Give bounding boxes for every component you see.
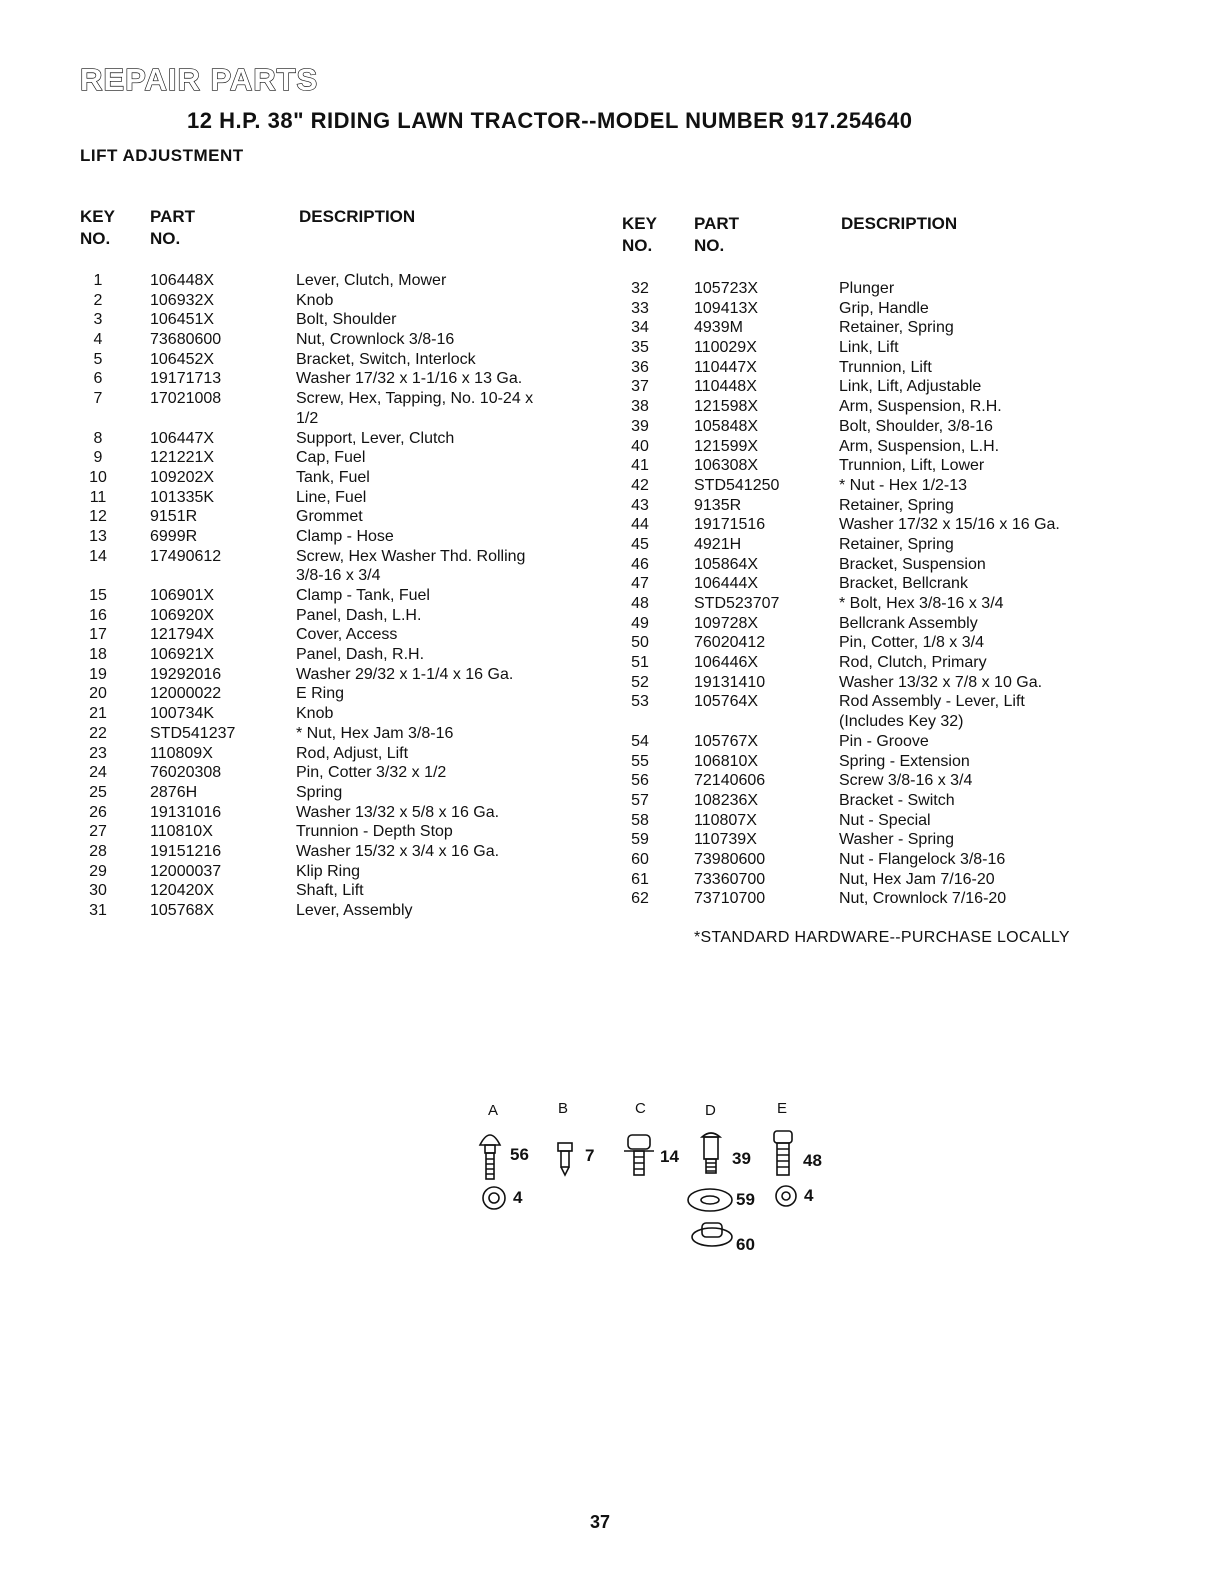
key-number: 34 [631, 319, 649, 337]
hex-washer-screw-icon [624, 1135, 654, 1175]
part-number: 76020308 [150, 764, 222, 782]
hardware-diagram [470, 1095, 830, 1275]
part-description: Rod, Adjust, Lift [296, 744, 409, 762]
part-description: Bracket, Bellcrank [839, 575, 968, 593]
part-description: Nut - Special [839, 811, 931, 829]
parts-row [620, 417, 1140, 437]
parts-row [620, 496, 1140, 516]
key-number: 42 [631, 476, 649, 494]
key-number: 33 [631, 299, 649, 317]
callout-60: 60 [736, 1235, 755, 1254]
crownlock-nut-icon [776, 1186, 796, 1206]
parts-row [620, 889, 1140, 909]
parts-row [78, 350, 598, 370]
parts-row [620, 338, 1140, 358]
part-description: Lever, Clutch, Mower [296, 272, 447, 289]
carriage-bolt-icon [480, 1135, 500, 1179]
section-title: LIFT ADJUSTMENT [80, 146, 244, 165]
key-number: 59 [631, 831, 649, 849]
key-number: 51 [631, 654, 649, 672]
key-number: 38 [631, 398, 649, 416]
key-number: 48 [631, 595, 649, 612]
key-number: 44 [631, 516, 649, 534]
parts-row [620, 535, 1140, 555]
part-number: 72140606 [694, 772, 766, 790]
part-number: 110807X [694, 811, 757, 829]
parts-row [78, 586, 598, 606]
parts-row [78, 271, 598, 291]
key-number: 6 [93, 370, 103, 388]
key-number: 20 [89, 685, 107, 703]
right-description-header: DESCRIPTION [841, 214, 958, 233]
part-number: 73360700 [694, 870, 766, 888]
part-number: 110448X [694, 378, 757, 396]
parts-row [620, 555, 1140, 575]
parts-row [78, 448, 598, 468]
part-description: Clamp - Hose [296, 527, 394, 545]
parts-row [620, 299, 1140, 319]
part-number: 19131016 [150, 803, 222, 821]
parts-row [78, 704, 598, 724]
part-description: Nut, Crownlock 7/16-20 [839, 890, 1007, 908]
parts-row [620, 633, 1140, 653]
parts-row [78, 625, 598, 645]
parts-row [620, 614, 1140, 634]
part-number: 4939M [694, 319, 743, 337]
key-number: 37 [631, 378, 649, 396]
part-number: 105764X [694, 693, 759, 711]
part-number: 106810X [694, 752, 759, 770]
part-description: Bracket - Switch [839, 791, 955, 809]
key-number: 29 [89, 862, 107, 880]
diagram-letter-b: B [558, 1100, 569, 1117]
parts-row [620, 653, 1140, 673]
key-number: 22 [89, 724, 107, 742]
part-number: STD523707 [694, 595, 780, 612]
part-number: 101335K [150, 488, 215, 506]
part-number: 106447X [150, 429, 215, 447]
parts-row [620, 397, 1140, 417]
part-number: 106901X [150, 587, 215, 605]
part-number: 108236X [694, 791, 759, 809]
part-number: 106448X [150, 272, 215, 289]
part-number: 110029X [694, 339, 757, 357]
callout-48: 48 [803, 1151, 822, 1170]
parts-row [620, 811, 1140, 831]
parts-row [620, 771, 1140, 791]
part-description: Pin - Groove [839, 732, 929, 750]
key-number: 49 [631, 614, 649, 632]
key-number: 60 [631, 850, 649, 868]
part-number: 73710700 [694, 890, 766, 908]
part-description: Nut - Flangelock 3/8-16 [839, 850, 1006, 868]
key-number: 62 [631, 890, 649, 908]
parts-row [620, 279, 1140, 299]
parts-row [78, 527, 598, 547]
part-number: 105864X [694, 555, 759, 573]
part-number: 106932X [150, 291, 215, 309]
part-description: Support, Lever, Clutch [296, 429, 455, 447]
parts-row [78, 389, 598, 428]
key-number: 32 [631, 280, 649, 297]
part-number: 121598X [694, 398, 759, 416]
part-number: 17021008 [150, 390, 222, 408]
key-number: 17 [89, 626, 107, 644]
part-number: 12000037 [150, 862, 222, 880]
part-number: 110809X [150, 744, 213, 762]
left-description-header: DESCRIPTION [299, 207, 416, 226]
key-number: 14 [89, 547, 107, 565]
key-number: 8 [93, 429, 103, 447]
part-description: Cap, Fuel [296, 449, 366, 467]
part-description: Panel, Dash, R.H. [296, 646, 425, 664]
parts-list-left [78, 271, 598, 921]
parts-row [78, 665, 598, 685]
part-description: Link, Lift, Adjustable [839, 378, 982, 396]
key-number: 41 [631, 457, 649, 475]
part-description: Arm, Suspension, R.H. [839, 398, 1002, 416]
key-number: 55 [631, 752, 649, 770]
spring-washer-icon [688, 1189, 732, 1211]
part-number: 106444X [694, 575, 759, 593]
part-description: Washer 17/32 x 15/16 x 16 Ga. [839, 516, 1060, 534]
part-description: Arm, Suspension, L.H. [839, 437, 1000, 455]
part-description: Lever, Assembly [296, 902, 413, 920]
part-description: Bellcrank Assembly [839, 614, 978, 632]
part-description: Spring [296, 783, 343, 801]
callout-4-e: 4 [804, 1186, 814, 1205]
part-number: 121794X [150, 626, 215, 644]
part-description: Retainer, Spring [839, 319, 954, 337]
parts-row [78, 291, 598, 311]
part-description: Grommet [296, 508, 363, 526]
part-number: 6999R [150, 527, 198, 545]
part-number: 109413X [694, 299, 759, 317]
part-description: Nut, Hex Jam 7/16-20 [839, 870, 995, 888]
part-number: 4921H [694, 535, 742, 553]
part-description: Washer - Spring [839, 831, 954, 849]
crownlock-nut-icon [483, 1187, 505, 1209]
diagram-letter-e: E [777, 1100, 788, 1117]
parts-row [78, 330, 598, 350]
parts-row [78, 429, 598, 449]
key-number: 18 [89, 646, 107, 664]
parts-row [78, 547, 598, 586]
parts-row [78, 881, 598, 901]
parts-row [78, 783, 598, 803]
part-number: 106451X [150, 311, 215, 329]
right-key-header: KEY NO. [622, 214, 657, 255]
part-number: 106446X [694, 654, 759, 672]
part-number: 106921X [150, 646, 215, 664]
part-description: Washer 13/32 x 5/8 x 16 Ga. [296, 803, 500, 821]
key-number: 12 [89, 508, 107, 526]
model-subtitle: 12 H.P. 38" RIDING LAWN TRACTOR--MODEL NUMBER 917.254640 [187, 108, 913, 133]
part-number: 106452X [150, 350, 215, 368]
parts-row [620, 358, 1140, 378]
key-number: 21 [89, 705, 107, 723]
key-number: 23 [89, 744, 107, 762]
tapping-screw-icon [558, 1143, 572, 1175]
part-description: Line, Fuel [296, 488, 367, 506]
part-description: Klip Ring [296, 862, 361, 880]
diagram-letter-d: D [705, 1102, 716, 1119]
part-number: 105768X [150, 902, 215, 920]
parts-row [620, 673, 1140, 693]
key-number: 47 [631, 575, 649, 593]
parts-row [78, 507, 598, 527]
part-number: 106920X [150, 606, 215, 624]
parts-list-right [620, 279, 1140, 909]
part-description: Grip, Handle [839, 299, 929, 317]
part-number: 106308X [694, 457, 759, 475]
parts-row [620, 574, 1140, 594]
right-part-header: PART NO. [694, 214, 740, 255]
part-description: Rod Assembly - Lever, Lift (Includes Key 32) [839, 693, 1025, 731]
key-number: 5 [93, 350, 103, 368]
part-description: Screw 3/8-16 x 3/4 [839, 772, 973, 790]
key-number: 2 [93, 291, 103, 309]
diagram-letter-a: A [488, 1102, 499, 1119]
key-number: 56 [631, 772, 649, 790]
part-description: Knob [296, 291, 334, 309]
page-title: REPAIR PARTS [80, 62, 319, 97]
key-number: 57 [631, 791, 649, 809]
key-number: 31 [89, 902, 107, 920]
parts-row [620, 476, 1140, 496]
part-number: 19292016 [150, 665, 222, 683]
parts-row [78, 606, 598, 626]
part-description: * Nut, Hex Jam 3/8-16 [296, 724, 454, 742]
key-number: 58 [631, 811, 649, 829]
key-number: 11 [89, 488, 107, 506]
part-description: Retainer, Spring [839, 496, 954, 514]
key-number: 27 [89, 823, 107, 841]
part-number: 2876H [150, 783, 198, 801]
callout-39: 39 [732, 1149, 751, 1168]
key-number: 10 [89, 468, 107, 486]
part-number: 19131410 [694, 673, 766, 691]
part-number: 12000022 [150, 685, 222, 703]
part-number: 109202X [150, 468, 215, 486]
left-key-header: KEY NO. [80, 207, 115, 248]
part-description: Trunnion - Depth Stop [296, 823, 453, 841]
key-number: 40 [631, 437, 649, 455]
parts-row [78, 724, 598, 744]
parts-row [620, 870, 1140, 890]
standard-hardware-footnote: *STANDARD HARDWARE--PURCHASE LOCALLY [694, 929, 1070, 946]
part-description: Pin, Cotter 3/32 x 1/2 [296, 764, 447, 782]
part-number: 19171516 [694, 516, 766, 534]
key-number: 16 [89, 606, 107, 624]
parts-row [78, 901, 598, 921]
part-number: 76020412 [694, 634, 766, 652]
parts-row [620, 850, 1140, 870]
part-number: STD541250 [694, 476, 780, 494]
parts-row [78, 862, 598, 882]
key-number: 43 [631, 496, 649, 514]
parts-row [620, 692, 1140, 731]
key-number: 25 [89, 783, 107, 801]
parts-row [78, 822, 598, 842]
part-description: Bracket, Switch, Interlock [296, 350, 476, 368]
callout-59: 59 [736, 1190, 755, 1209]
part-description: Spring - Extension [839, 752, 970, 770]
part-description-continued: 3/8-16 x 3/4 [296, 567, 381, 585]
part-description: Clamp - Tank, Fuel [296, 587, 430, 605]
part-description: Nut, Crownlock 3/8-16 [296, 331, 455, 349]
part-description: Cover, Access [296, 626, 398, 644]
key-number: 26 [89, 803, 107, 821]
part-number: 110739X [694, 831, 757, 849]
parts-row [620, 732, 1140, 752]
part-number: 120420X [150, 882, 215, 900]
part-description: * Bolt, Hex 3/8-16 x 3/4 [839, 595, 1004, 612]
diagram-letter-c: C [635, 1100, 646, 1117]
part-description: Trunnion, Lift, Lower [839, 457, 985, 475]
callout-4: 4 [513, 1188, 523, 1207]
parts-row [620, 515, 1140, 535]
parts-row [78, 369, 598, 389]
parts-row [78, 763, 598, 783]
parts-row [78, 310, 598, 330]
part-description: Rod, Clutch, Primary [839, 654, 987, 672]
parts-row [78, 645, 598, 665]
key-number: 36 [631, 358, 649, 376]
part-description: Washer 29/32 x 1-1/4 x 16 Ga. [296, 665, 514, 683]
left-part-header: PART NO. [150, 207, 196, 248]
parts-row [620, 456, 1140, 476]
part-description: Bracket, Suspension [839, 555, 986, 573]
part-description: Screw, Hex, Tapping, No. 10-24 x 1/2 [296, 390, 534, 427]
part-number: 109728X [694, 614, 759, 632]
part-number: 100734K [150, 705, 215, 723]
parts-row [620, 377, 1140, 397]
parts-row [620, 594, 1140, 614]
part-number: 73980600 [694, 850, 766, 868]
callout-7: 7 [585, 1146, 595, 1165]
part-number: 17490612 [150, 547, 222, 565]
page-number: 37 [590, 1512, 611, 1532]
part-description: Washer 13/32 x 7/8 x 10 Ga. [839, 673, 1043, 691]
key-number: 1 [93, 272, 103, 289]
part-description: Panel, Dash, L.H. [296, 606, 422, 624]
part-description: * Nut - Hex 1/2-13 [839, 476, 968, 494]
parts-row [78, 842, 598, 862]
parts-row [620, 830, 1140, 850]
part-number: 105767X [694, 732, 759, 750]
part-number: 9151R [150, 508, 198, 526]
parts-row [620, 752, 1140, 772]
key-number: 52 [631, 673, 649, 691]
part-number: 105848X [694, 417, 759, 435]
part-description: Bolt, Shoulder, 3/8-16 [839, 417, 993, 435]
key-number: 30 [89, 882, 107, 900]
callout-56: 56 [510, 1145, 529, 1164]
part-number: 73680600 [150, 331, 222, 349]
key-number: 4 [93, 331, 103, 349]
parts-row [78, 803, 598, 823]
part-description: Pin, Cotter, 1/8 x 3/4 [839, 634, 984, 652]
parts-row [78, 468, 598, 488]
part-number: 19171713 [150, 370, 222, 388]
part-description-continued: 1/2 [296, 409, 319, 427]
part-number: 105723X [694, 280, 759, 297]
callout-14: 14 [660, 1147, 679, 1166]
part-description: Shaft, Lift [296, 882, 364, 900]
part-description: Washer 15/32 x 3/4 x 16 Ga. [296, 842, 500, 860]
part-number: STD541237 [150, 724, 236, 742]
parts-row [78, 744, 598, 764]
key-number: 50 [631, 634, 649, 652]
parts-row [78, 684, 598, 704]
key-number: 54 [631, 732, 649, 750]
part-number: 110810X [150, 823, 213, 841]
parts-row [620, 437, 1140, 457]
key-number: 24 [89, 764, 107, 782]
key-number: 7 [93, 390, 103, 408]
part-description: E Ring [296, 685, 345, 703]
key-number: 46 [631, 555, 649, 573]
key-number: 61 [631, 870, 649, 888]
part-description: Screw, Hex Washer Thd. Rolling 3/8-16 x 3/4 [296, 547, 526, 585]
key-number: 35 [631, 339, 649, 357]
part-description: Tank, Fuel [296, 468, 370, 486]
key-number: 15 [89, 587, 107, 605]
key-number: 13 [89, 527, 107, 545]
part-number: 121221X [150, 449, 215, 467]
part-description-continued: (Includes Key 32) [839, 713, 964, 731]
key-number: 45 [631, 535, 649, 553]
part-number: 9135R [694, 496, 742, 514]
part-description: Washer 17/32 x 1-1/16 x 13 Ga. [296, 370, 523, 388]
part-number: 110447X [694, 358, 757, 376]
key-number: 39 [631, 417, 649, 435]
part-number: 121599X [694, 437, 759, 455]
part-description: Plunger [839, 280, 895, 297]
part-description: Bolt, Shoulder [296, 311, 397, 329]
part-description: Knob [296, 705, 334, 723]
part-description: Link, Lift [839, 339, 899, 357]
part-number: 19151216 [150, 842, 222, 860]
flangelock-nut-icon [692, 1223, 732, 1246]
key-number: 3 [93, 311, 103, 329]
parts-row [620, 318, 1140, 338]
parts-row [78, 488, 598, 508]
hex-bolt-icon [774, 1131, 792, 1175]
key-number: 19 [89, 665, 107, 683]
key-number: 53 [631, 693, 649, 711]
shoulder-bolt-icon [702, 1133, 720, 1173]
key-number: 28 [89, 842, 107, 860]
parts-row [620, 791, 1140, 811]
part-description: Retainer, Spring [839, 535, 954, 553]
part-description: Trunnion, Lift [839, 358, 932, 376]
key-number: 9 [93, 449, 103, 467]
